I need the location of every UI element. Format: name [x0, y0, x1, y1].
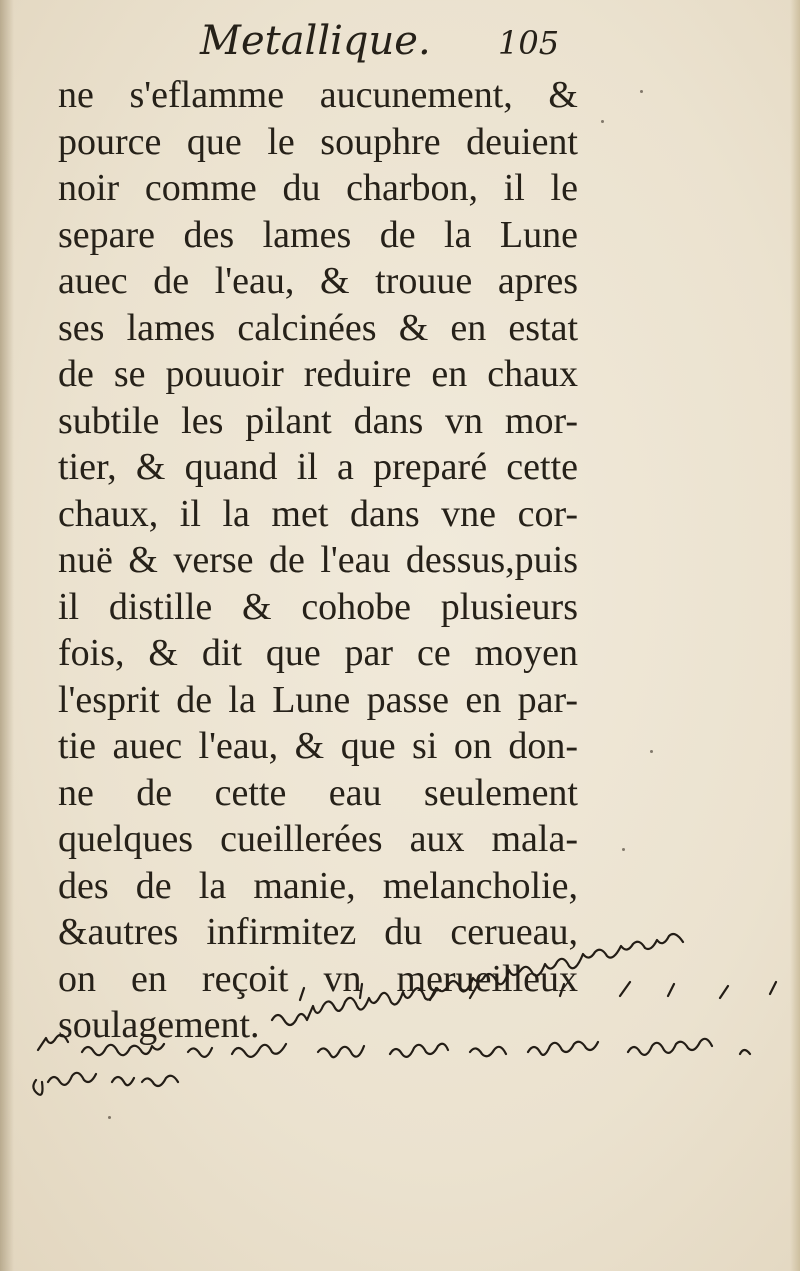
- text-line: ne s'eflamme aucunement, &: [58, 74, 578, 116]
- print-speck: [622, 848, 625, 851]
- text-line: chaux, il la met dans vne cor-: [58, 492, 578, 535]
- print-speck: [650, 750, 653, 753]
- page-number: 105: [498, 24, 560, 62]
- text-line: ses lames calcinées & en estat: [58, 306, 578, 349]
- text-line: tie auec l'eau, & que si on don-: [58, 725, 578, 767]
- running-head-title: Metallique.: [200, 18, 431, 64]
- print-speck: [601, 120, 604, 123]
- text-line: tier, & quand il a preparé cette: [58, 446, 578, 488]
- text-line: nuë & verse de l'eau dessus,puis: [58, 539, 578, 581]
- text-line: noir comme du charbon, il le: [58, 167, 578, 209]
- text-line: pource que le souphre deuient: [58, 120, 578, 163]
- text-line: subtile les pilant dans vn mor-: [58, 399, 578, 442]
- text-line: il distille & cohobe plusieurs: [58, 585, 578, 628]
- text-line: separe des lames de la Lune: [58, 213, 578, 256]
- print-speck: [108, 1116, 111, 1119]
- text-line: quelques cueillerées aux mala-: [58, 818, 578, 860]
- print-speck: [640, 90, 643, 93]
- text-line: des de la manie, melancholie,: [58, 864, 578, 907]
- text-line: de se pouuoir reduire en chaux: [58, 353, 578, 395]
- text-line: &autres infirmitez du cerueau,: [58, 911, 578, 953]
- text-line: l'esprit de la Lune passe en par-: [58, 678, 578, 721]
- text-line: auec de l'eau, & trouue apres: [58, 260, 578, 302]
- text-line: soulagement.: [58, 1004, 260, 1046]
- text-line: on en reçoit vn merueilleux: [58, 957, 578, 1000]
- text-line: ne de cette eau seulement: [58, 771, 578, 814]
- text-line: fois, & dit que par ce moyen: [58, 632, 578, 674]
